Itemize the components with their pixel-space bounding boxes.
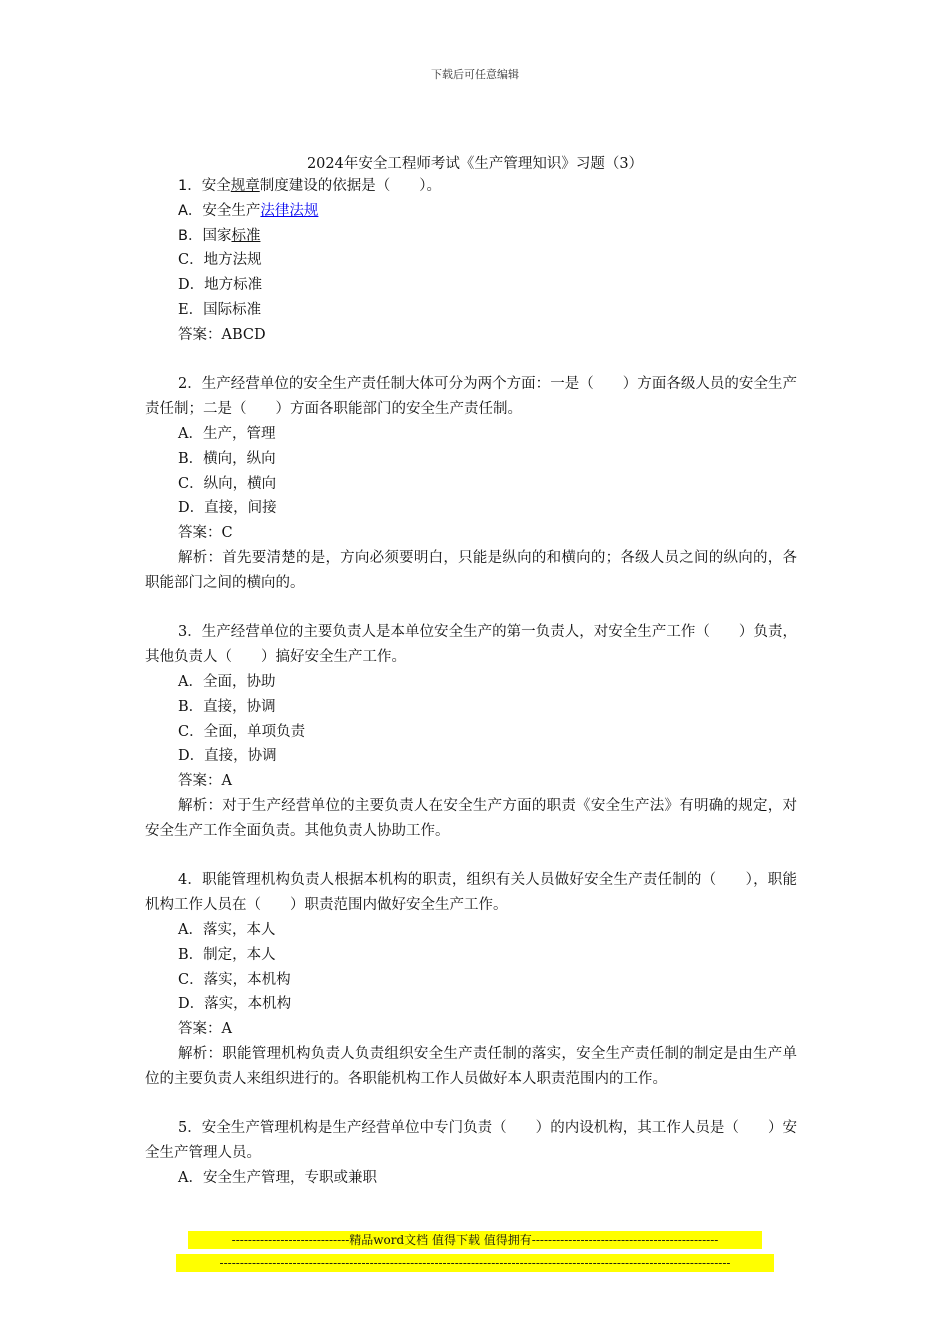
q4-answer: 答案：A bbox=[178, 1021, 232, 1038]
q1-option-c: C．地方法规 bbox=[178, 252, 262, 269]
q1-option-e: E．国际标准 bbox=[178, 301, 262, 318]
question-4: 4．职能管理机构负责人根据本机构的职责，组织有关人员做好安全生产责任制的（ ），职能机构工作人员在（ ）职责范围内做好安全生产工作。 bbox=[145, 872, 797, 914]
q3-option-b: B．直接，协调 bbox=[178, 698, 276, 715]
q1-answer: 答案：ABCD bbox=[178, 326, 266, 343]
page-header: 下载后可任意编辑 bbox=[431, 68, 519, 81]
footer-banner: -----------------------------精品word文档 值得下载 值得拥有---------------------------------------------- bbox=[188, 1231, 762, 1249]
q2-answer: 答案：C bbox=[178, 525, 233, 542]
q2-analysis: 解析：首先要清楚的是，方向必须要明白，只能是纵向的和横向的；各级人员之间的纵向的，各职能部门之间的横向的。 bbox=[145, 549, 797, 591]
q2-option-b: B．横向，纵向 bbox=[178, 450, 276, 467]
q1-option-a: A．安全生产法律法规 bbox=[178, 202, 319, 219]
page-footer bbox=[176, 1231, 774, 1272]
q3-option-d: D．直接，协调 bbox=[178, 748, 277, 765]
q2-option-a: A．生产，管理 bbox=[178, 425, 276, 442]
underlined-term: 标准 bbox=[231, 227, 261, 244]
q3-option-a: A．全面，协助 bbox=[178, 673, 276, 690]
q1-option-b: B．国家标准 bbox=[178, 227, 261, 244]
question-5: 5．安全生产管理机构是生产经营单位中专门负责（ ）的内设机构，其工作人员是（ ）安全生产管理人员。 bbox=[145, 1120, 797, 1162]
q4-option-a: A．落实，本人 bbox=[178, 921, 276, 938]
q1-option-d: D．地方标准 bbox=[178, 277, 263, 294]
q2-option-c: C．纵向，横向 bbox=[178, 475, 277, 492]
question-2: 2．生产经营单位的安全生产责任制大体可分为两个方面：一是（ ）方面各级人员的安全生产责任制；二是（ ）方面各职能部门的安全生产责任制。 bbox=[145, 376, 797, 418]
document-title: 2024年安全工程师考试《生产管理知识》习题（3） bbox=[306, 156, 644, 172]
q3-answer: 答案：A bbox=[178, 773, 232, 790]
footer-rule: ------------------------------------------------------------------------------------------------------------------------------ bbox=[176, 1254, 774, 1272]
laws-link[interactable]: 法律法规 bbox=[260, 202, 319, 219]
document-body bbox=[145, 174, 797, 1191]
q4-option-b: B．制定，本人 bbox=[178, 946, 276, 963]
q2-option-d: D．直接，间接 bbox=[178, 500, 277, 517]
q4-option-d: D．落实，本机构 bbox=[178, 996, 292, 1013]
question-1: 1．安全规章制度建设的依据是（ ）。 bbox=[178, 178, 441, 194]
q4-analysis: 解析：职能管理机构负责人负责组织安全生产责任制的落实，安全生产责任制的制定是由生产单位的主要负责人来组织进行的。各职能机构工作人员做好本人职责范围内的工作。 bbox=[145, 1045, 797, 1087]
q4-option-c: C．落实，本机构 bbox=[178, 971, 291, 988]
q5-option-a: A．安全生产管理，专职或兼职 bbox=[178, 1169, 377, 1186]
q3-option-c: C．全面，单项负责 bbox=[178, 723, 306, 740]
underlined-term: 规章 bbox=[230, 178, 260, 194]
question-3: 3．生产经营单位的主要负责人是本单位安全生产的第一负责人，对安全生产工作（ ）负责，其他负责人（ ）搞好安全生产工作。 bbox=[145, 624, 797, 666]
q3-analysis: 解析：对于生产经营单位的主要负责人在安全生产方面的职责《安全生产法》有明确的规定，对安全生产工作全面负责。其他负责人协助工作。 bbox=[145, 797, 797, 839]
